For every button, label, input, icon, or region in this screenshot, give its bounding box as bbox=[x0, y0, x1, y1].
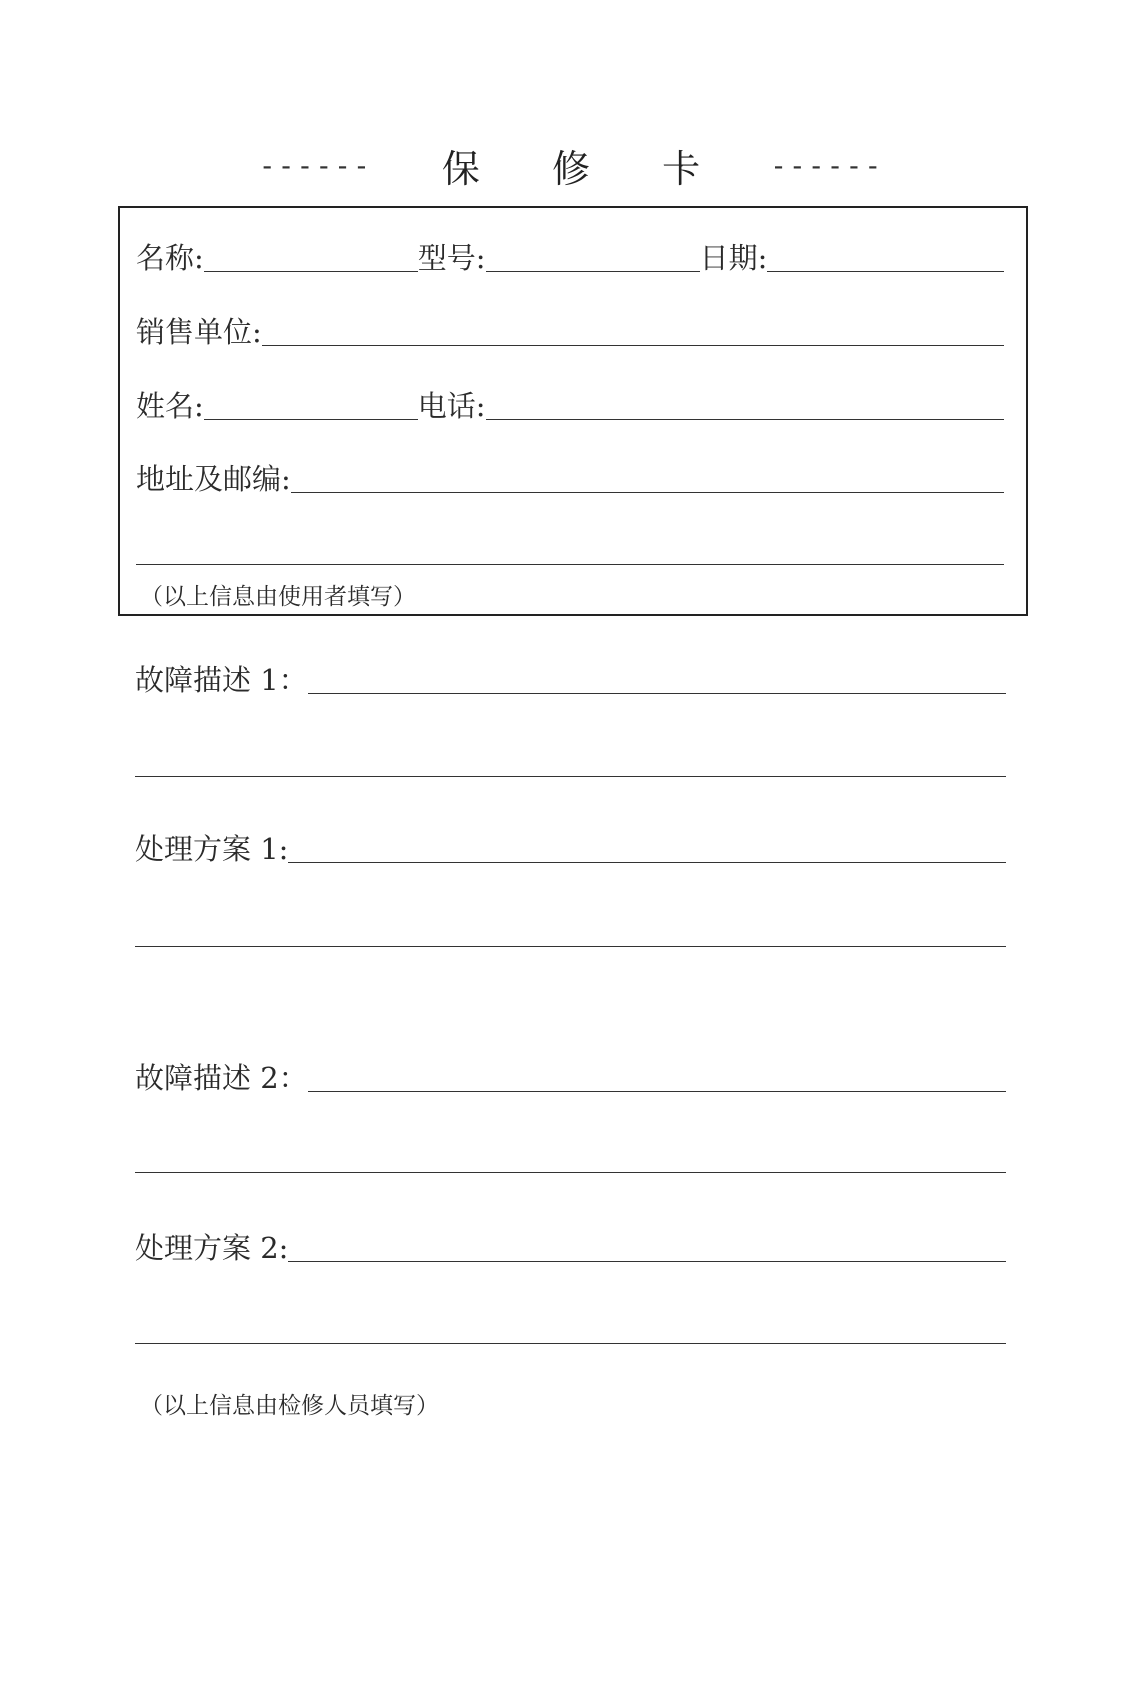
fault1-field-line-2[interactable] bbox=[135, 776, 1006, 777]
name-field[interactable] bbox=[204, 271, 418, 272]
row-seller bbox=[136, 312, 1004, 352]
card-header bbox=[0, 138, 1142, 193]
solution2-field-line-2[interactable] bbox=[135, 1343, 1006, 1344]
row-solution-1 bbox=[135, 829, 1006, 869]
model-label: 型号: bbox=[417, 241, 486, 275]
technician-fill-note: （以上信息由检修人员填写） bbox=[140, 1393, 439, 1419]
address-field-line-2[interactable] bbox=[136, 564, 1004, 565]
address-label: 地址及邮编: bbox=[136, 462, 291, 496]
row-solution-2 bbox=[135, 1228, 1006, 1268]
fault2-field[interactable] bbox=[308, 1091, 1006, 1092]
fault1-label: 故障描述 1： bbox=[135, 663, 308, 697]
user-info-box bbox=[118, 206, 1028, 616]
name-label: 名称: bbox=[136, 241, 204, 275]
date-label: 日期: bbox=[699, 241, 768, 275]
title-dash-left: ------ bbox=[258, 149, 372, 182]
address-field[interactable] bbox=[291, 492, 1004, 493]
phone-field[interactable] bbox=[486, 419, 1004, 420]
solution1-label: 处理方案 1: bbox=[135, 832, 289, 866]
row-fault-1 bbox=[135, 660, 1006, 700]
fault1-field[interactable] bbox=[308, 693, 1006, 694]
title-dash-right: ------ bbox=[770, 149, 884, 182]
solution1-field[interactable] bbox=[288, 862, 1006, 863]
solution1-field-line-2[interactable] bbox=[135, 946, 1006, 947]
seller-field[interactable] bbox=[262, 345, 1004, 346]
person-name-label: 姓名: bbox=[136, 389, 204, 423]
model-field[interactable] bbox=[486, 271, 700, 272]
seller-label: 销售单位: bbox=[136, 315, 262, 349]
phone-label: 电话: bbox=[417, 389, 486, 423]
row-fault-2 bbox=[135, 1058, 1006, 1098]
row-person-phone bbox=[136, 386, 1004, 426]
row-name-model-date bbox=[136, 238, 1004, 278]
person-name-field[interactable] bbox=[204, 419, 418, 420]
card-title: 保 修 卡 bbox=[441, 147, 731, 191]
fault2-label: 故障描述 2： bbox=[135, 1061, 308, 1095]
date-field[interactable] bbox=[767, 271, 1004, 272]
row-address bbox=[136, 459, 1004, 499]
fault2-field-line-2[interactable] bbox=[135, 1172, 1006, 1173]
solution2-field[interactable] bbox=[288, 1261, 1006, 1262]
user-fill-note: （以上信息由使用者填写） bbox=[140, 584, 416, 610]
solution2-label: 处理方案 2: bbox=[135, 1231, 289, 1265]
